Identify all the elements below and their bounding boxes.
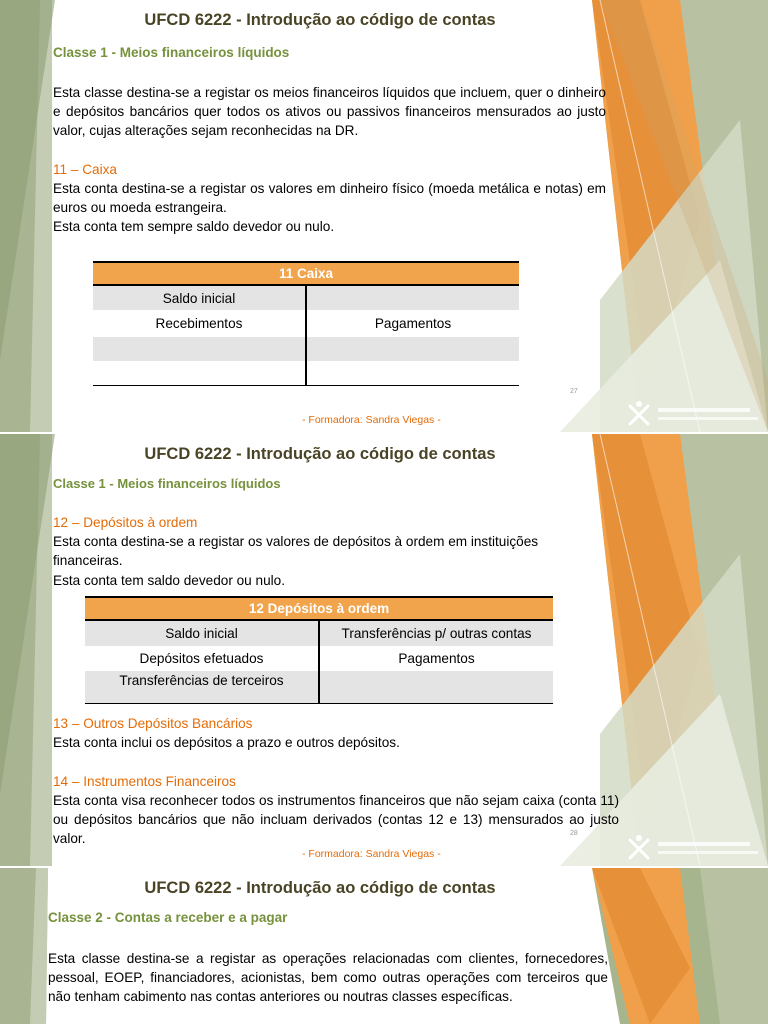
table-cell: Saldo inicial xyxy=(93,285,306,310)
class-description: Esta classe destina-se a registar as operações relacionadas com clientes, fornecedores, pessoal, EOEP, financiadores, acionistas, bem como outras operações com terceiros que não tenham cabimento nas contas anteriores ou noutras classes específicas. xyxy=(48,951,608,1004)
slide-2 xyxy=(0,434,768,866)
table-row xyxy=(93,285,519,310)
table-cell: Pagamentos xyxy=(374,316,452,331)
table-cell xyxy=(93,361,306,386)
table-cell: Pagamentos xyxy=(398,651,475,666)
account-heading: 11 – Caixa xyxy=(53,162,117,177)
slide-1 xyxy=(0,0,768,432)
table-cell: Recebimentos xyxy=(93,310,306,337)
slide-title: UFCD 6222 - Introdução ao código de contas xyxy=(144,879,496,897)
account-heading: 14 – Instrumentos Financeiros xyxy=(53,774,236,789)
slide-3 xyxy=(0,868,768,1024)
account-t-table xyxy=(85,596,553,704)
class-description: Esta classe destina-se a registar os meios financeiros líquidos que incluem, quer o dinheiro e depósitos bancários quer todos os ativos ou passivos financeiros mensurados ao justo valor, cujas alterações sejam reconhecidas na DR. xyxy=(53,85,606,138)
account-description: Esta conta visa reconhecer todos os instrumentos financeiros que não sejam caixa (conta 11) ou depósitos bancários que não incluam derivados (contas 12 e 13) mensurados ao justo valor. xyxy=(53,793,619,846)
table-cell xyxy=(93,337,306,361)
table-cell: Depósitos efetuados xyxy=(85,646,319,671)
account-description: Esta conta destina-se a registar os valores de depósitos à ordem em instituições financeiras. xyxy=(53,534,539,568)
table-header: 12 Depósitos à ordem xyxy=(85,597,553,620)
table-cell xyxy=(306,337,519,361)
account-heading: 13 – Outros Depósitos Bancários xyxy=(53,716,253,731)
table-cell xyxy=(306,361,519,386)
slide-subtitle: Classe 1 - Meios financeiros líquidos xyxy=(53,476,281,491)
table-cell: Saldo inicial xyxy=(85,620,319,646)
institute-logo xyxy=(622,400,762,432)
account-description: Esta conta destina-se a registar os valores em dinheiro físico (moeda metálica e notas) em euros ou moeda estrangeira. xyxy=(53,181,606,215)
footer-trainer: - Formadora: Sandra Viegas - xyxy=(302,848,441,860)
page-number: 28 xyxy=(570,830,578,837)
slide-subtitle: Classe 2 - Contas a receber e a pagar xyxy=(48,910,288,925)
table-row xyxy=(85,620,553,646)
slide-subtitle: Classe 1 - Meios financeiros líquidos xyxy=(53,45,290,60)
table-row xyxy=(85,646,553,671)
table-header: 11 Caixa xyxy=(93,262,519,285)
table-cell xyxy=(319,671,553,704)
slide-title: UFCD 6222 - Introdução ao código de contas xyxy=(144,445,496,463)
table-row xyxy=(85,671,553,704)
table-cell xyxy=(306,285,519,310)
account-t-table xyxy=(93,261,519,386)
table-cell: Transferências de terceiros xyxy=(85,671,319,704)
table-row xyxy=(93,361,519,386)
page-number: 27 xyxy=(570,388,578,395)
slide-title: UFCD 6222 - Introdução ao código de contas xyxy=(144,11,496,29)
institute-logo xyxy=(622,834,762,866)
footer-trainer: - Formadora: Sandra Viegas - xyxy=(302,414,441,426)
table-row xyxy=(93,310,519,337)
account-heading: 12 – Depósitos à ordem xyxy=(53,515,198,530)
account-description: Esta conta inclui os depósitos a prazo e outros depósitos. xyxy=(53,735,400,750)
account-balance-note: Esta conta tem sempre saldo devedor ou nulo. xyxy=(53,219,335,234)
account-balance-note: Esta conta tem saldo devedor ou nulo. xyxy=(53,573,285,588)
table-cell: Transferências p/ outras contas xyxy=(319,620,553,646)
table-row xyxy=(93,337,519,361)
